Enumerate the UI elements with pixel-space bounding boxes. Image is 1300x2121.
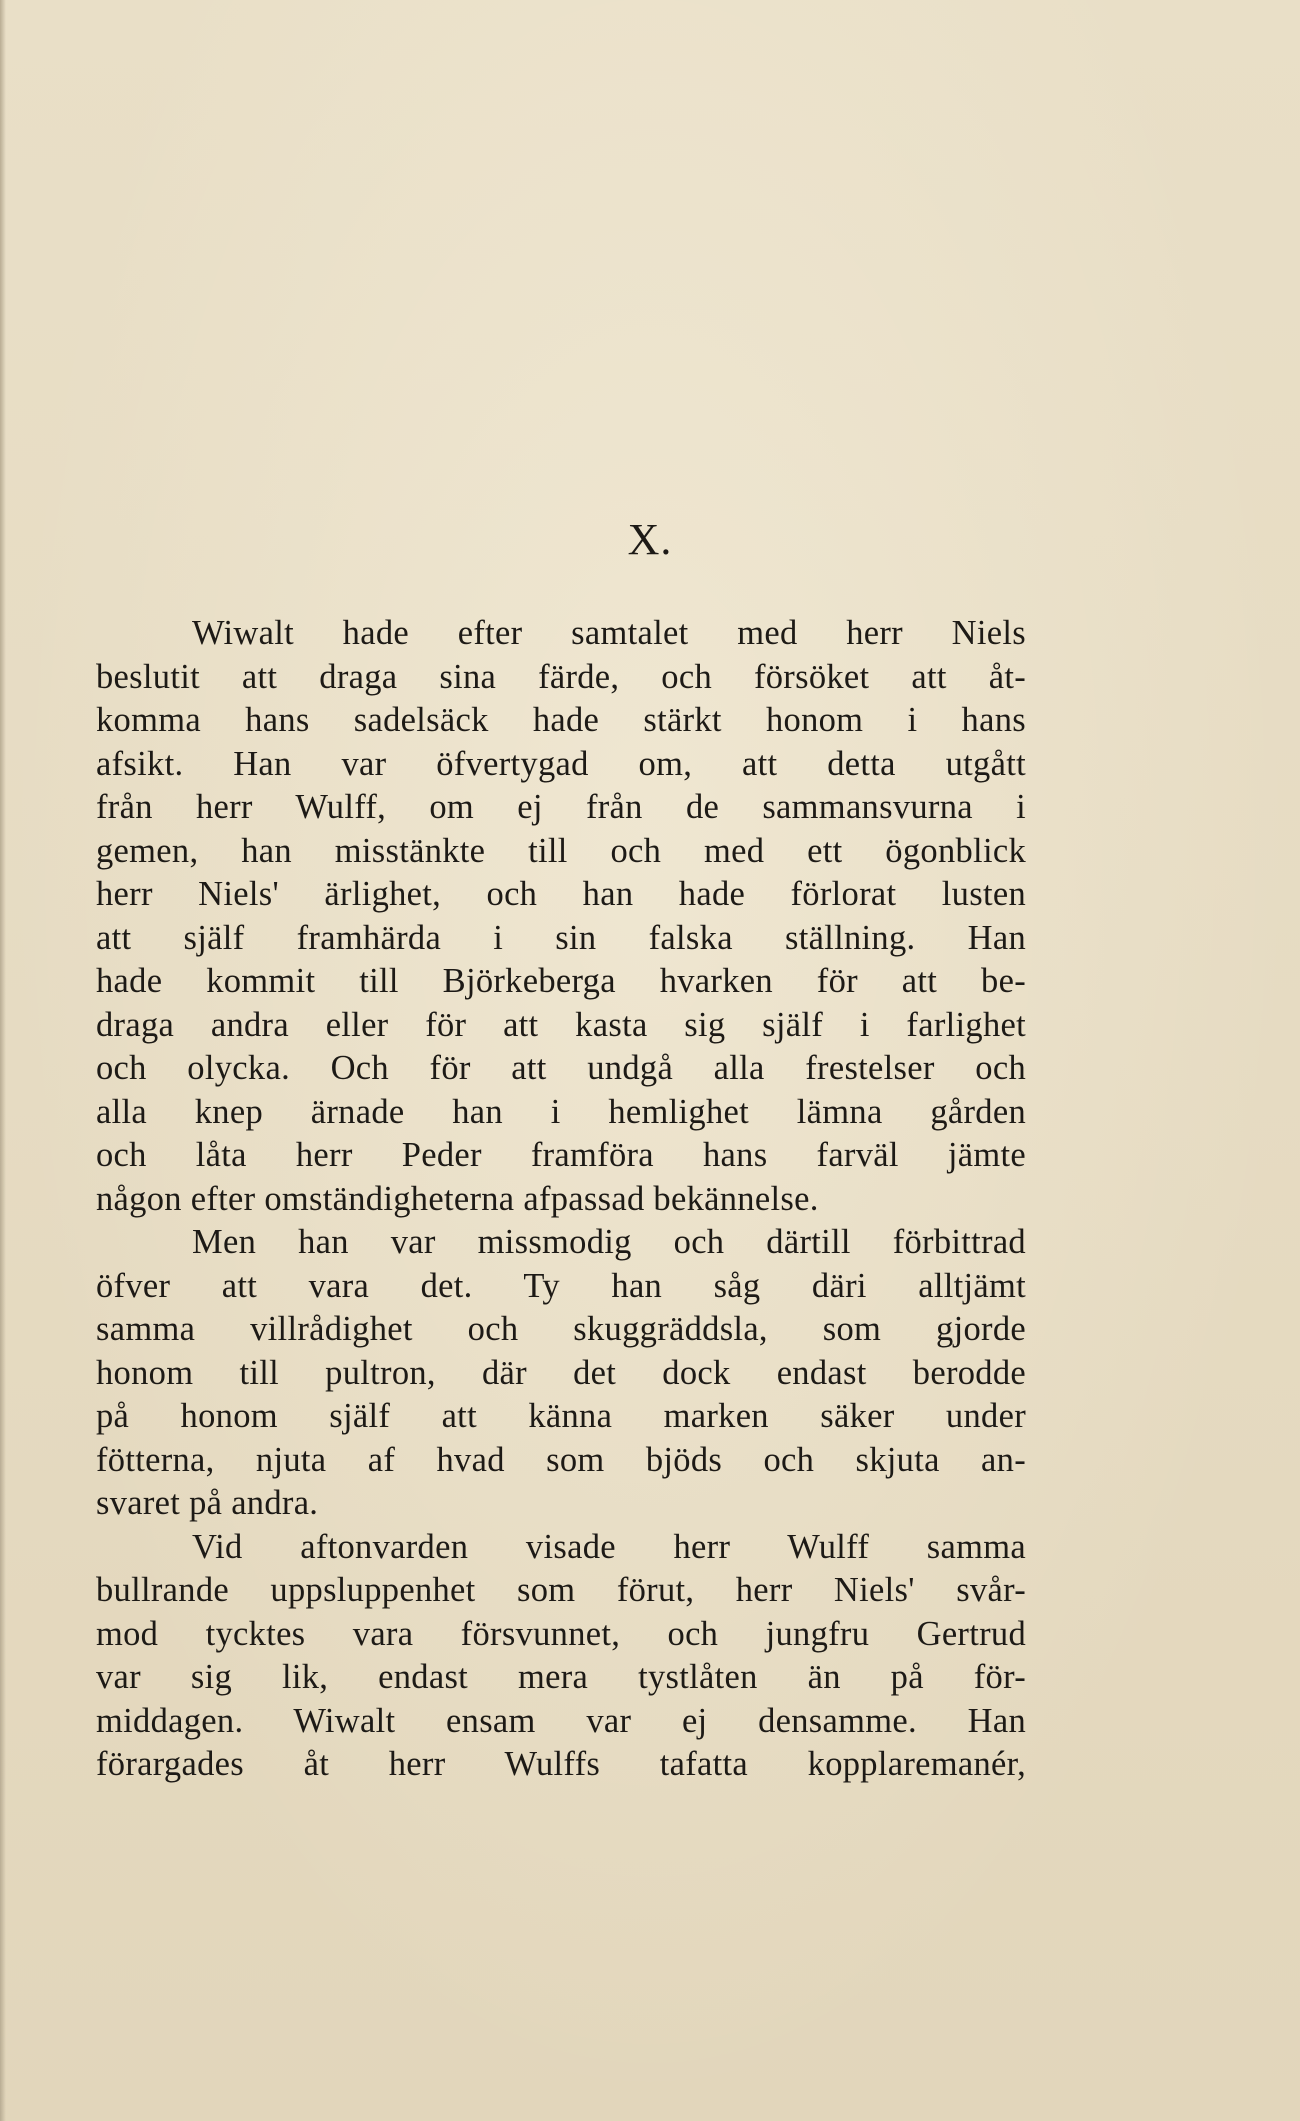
text-line: alla knep ärnade han i hemlighet lämna gården [96,1092,1026,1131]
text-line: fötterna, njuta af hvad som bjöds och skjuta an- [96,1440,1026,1479]
text-line: Men han var missmodig och därtill förbittrad [192,1223,1026,1261]
bleed-through-page-number [530,140,542,175]
chapter-heading: X. [627,515,673,564]
text-line: hade kommit till Björkeberga hvarken för att be- [96,962,1026,1000]
text-line: någon efter omständigheterna afpassad bekännelse. [96,1179,819,1218]
text-line: komma hans sadelsäck hade stärkt honom i hans [96,701,1026,739]
text-line: och olycka. Och för att undgå alla frestelser och [96,1049,1026,1087]
text-line: mod tycktes vara försvunnet, och jungfru Gertrud [96,1614,1026,1653]
text-line: honom till pultron, där det dock endast berodde [96,1353,1026,1392]
text-line: draga andra eller för att kasta sig själf i farlighet [96,1005,1026,1044]
text-line: herr Niels' ärlighet, och han hade förlorat lusten [96,875,1026,913]
text-line: förargades åt herr Wulffs tafatta kopplaremanér, [96,1745,1026,1783]
text-line: svaret på andra. [96,1484,319,1522]
page-edge-shadow [0,0,6,2121]
text-line: samma villrådighet och skuggräddsla, som gjorde [96,1310,1026,1348]
text-line: och låta herr Peder framföra hans farväl jämte [96,1136,1026,1174]
body-text [96,612,1026,1787]
text-line: middagen. Wiwalt ensam var ej densamme. Han [96,1701,1026,1740]
text-line: från herr Wulff, om ej från de sammansvurna i [96,788,1026,826]
text-line: bullrande uppsluppenhet som förut, herr Niels' svår- [96,1571,1026,1609]
text-line: öfver att vara det. Ty han såg däri alltjämt [96,1266,1026,1305]
text-line: på honom själf att känna marken säker under [96,1397,1026,1435]
text-line: att själf framhärda i sin falska ställning. Han [96,918,1026,957]
text-line: Wiwalt hade efter samtalet med herr Niels [192,614,1026,652]
text-line: Vid aftonvarden visade herr Wulff samma [192,1527,1026,1566]
text-line: gemen, han misstänkte till och med ett ögonblick [96,831,1026,870]
text-line: beslutit att draga sina färde, och försöket att åt- [96,657,1026,696]
text-line: var sig lik, endast mera tystlåten än på för- [96,1658,1026,1696]
text-line: afsikt. Han var öfvertygad om, att detta utgått [96,744,1026,783]
